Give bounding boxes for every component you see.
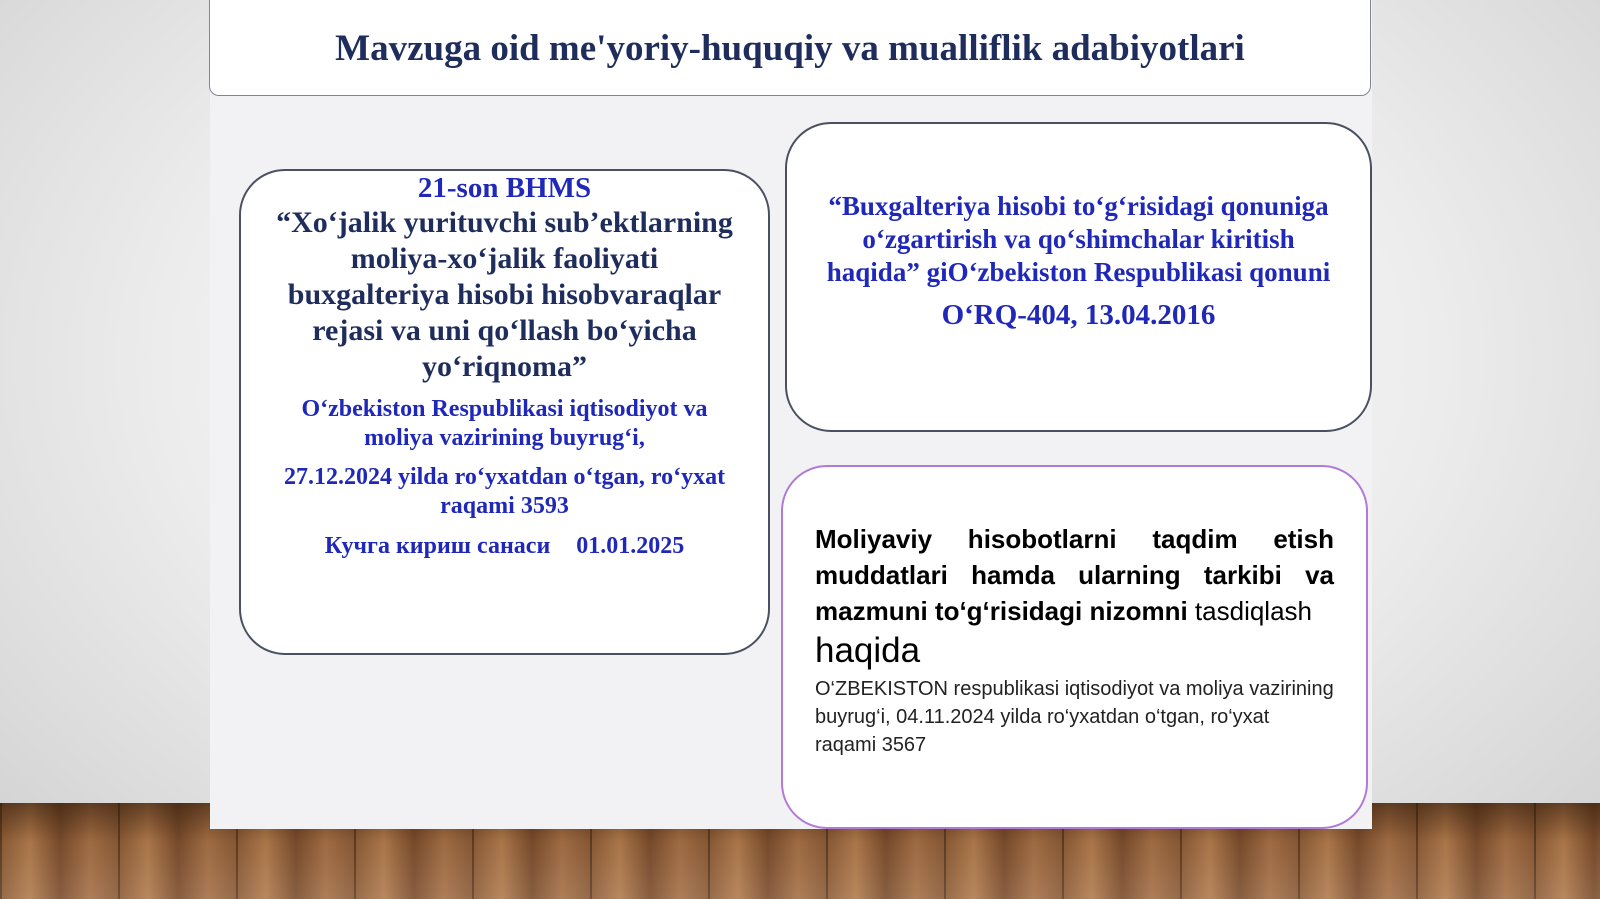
bhms-title: “Xo‘jalik yurituvchi sub’ektlarning moliya-xo‘jalik faoliyati buxgalteriya hisobi hisobvaraqlar rejasi va uni qo‘llash bo‘yicha yo‘riqnoma” bbox=[276, 206, 733, 383]
law-title: “Buxgalteriya hisobi to‘g‘risidagi qonuniga o‘zgartirish va qo‘shimchalar kiritish haqida” giO‘zbekiston Respublikasi qonuni bbox=[826, 191, 1331, 287]
regulation-details: O‘ZBEKISTON respublikasi iqtisodiyot va moliya vazirining buyrug‘i, 04.11.2024 yilda ro‘yxatdan o‘tgan, ro‘yxat raqami 3567 bbox=[815, 678, 1334, 756]
regulation-title-normal: tasdiqlash bbox=[1194, 596, 1312, 626]
bhms-registration: 27.12.2024 yilda ro‘yxatdan o‘tgan, ro‘yxat raqami 3593 bbox=[283, 464, 726, 519]
bhms-21-card bbox=[239, 169, 770, 655]
effective-date-label: Кучга кириш санаси bbox=[324, 533, 551, 559]
law-code: O‘RQ-404, 13.04.2016 bbox=[941, 299, 1216, 331]
bhms-code: 21-son BHMS bbox=[417, 172, 592, 204]
page-title: Mavzuga oid me'yoriy-huquqiy va mualliflik adabiyotlari bbox=[335, 27, 1245, 69]
effective-date-value: 01.01.2025 bbox=[576, 533, 685, 559]
law-card bbox=[785, 122, 1372, 432]
regulation-title-bold: Moliyaviy hisobotlarni taqdim etish muddatlari hamda ularning tarkibi va mazmuni to‘g‘risidagi nizomni bbox=[815, 524, 1334, 626]
regulation-title bbox=[815, 521, 1334, 629]
regulation-card bbox=[781, 465, 1368, 829]
title-box bbox=[209, 0, 1371, 96]
bhms-effective-date-row bbox=[271, 533, 738, 560]
regulation-title-big: haqida bbox=[815, 631, 921, 670]
bhms-issuer: O‘zbekiston Respublikasi iqtisodiyot va moliya vazirining buyrug‘i, bbox=[301, 396, 708, 451]
